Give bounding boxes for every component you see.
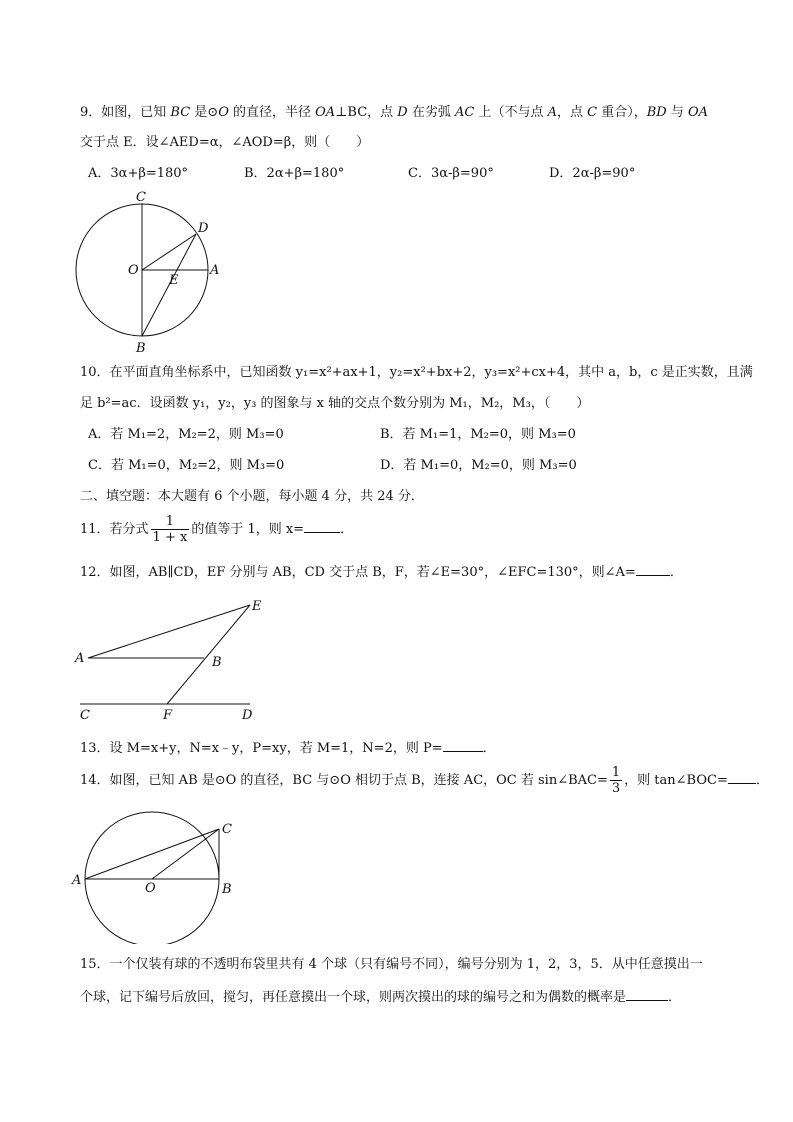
- q11-fraction: $\frac{1}{1 + x}$: [152, 514, 188, 545]
- q11-answer-blank[interactable]: [304, 518, 340, 533]
- q14-segment-oc: [152, 829, 219, 879]
- q14-answer-blank[interactable]: [728, 769, 756, 784]
- q12-label-a: A: [75, 651, 85, 666]
- q12-label-c: C: [80, 708, 90, 723]
- q10-option-a: A．若 M₁=2，M₂=2，则 M₃=0: [88, 427, 284, 442]
- q14-label-c: C: [222, 822, 232, 837]
- q12-answer-blank[interactable]: [636, 561, 670, 576]
- q9-figure: [70, 188, 230, 358]
- q14-label-b: B: [222, 882, 232, 897]
- q9-option-b: B．2α+β=180°: [244, 166, 345, 181]
- q14-label-a: A: [72, 873, 82, 888]
- q13-line: 13．设 M=x+y，N=x﹣y，P=xy，若 M=1，N=2，则 P= ．: [80, 737, 496, 759]
- q14-circle: [85, 812, 219, 944]
- q9-label-b: B: [136, 341, 146, 356]
- q15-line1: 15．一个仅装有球的不透明布袋里共有 4 个球（只有编号不同），编号分别为 1，2，3，5．从中任意摸出一: [80, 957, 703, 972]
- q10-line2: 足 b²=ac．设函数 y₁，y₂，y₃ 的图象与 x 轴的交点个数分别为 M₁，M₂，M₃，（ ）: [80, 396, 590, 411]
- q14-segment-ac: [85, 829, 219, 879]
- q12-label-d: D: [242, 708, 253, 723]
- q15-line2: 个球，记下编号后放回，搅匀，再任意摸出一个球，则两次摸出的球的编号之和为偶数的概率是 ．: [80, 986, 681, 1008]
- q12-line: 12．如图，AB∥CD，EF 分别与 AB，CD 交于点 B，F，若∠E=30°，∠EFC=130°，则∠A= ．: [80, 561, 683, 583]
- q11-line: 11．若分式 $\frac{1}{1 + x}$ 的值等于 1，则 x= ．: [80, 514, 354, 545]
- q9-line1: 9．如图，已知 BC 是⊙O 的直径，半径 OA⊥BC，点 D 在劣弧 AC 上（不与点 A，点 C 重合），BD 与 OA: [80, 105, 709, 120]
- q12-line-ae: [88, 605, 250, 658]
- section-2-heading: 二、填空题：本大题有 6 个小题，每小题 4 分，共 24 分．: [80, 489, 424, 504]
- q12-figure: [70, 592, 270, 724]
- q12-label-f: F: [163, 708, 173, 723]
- q10-line1: 10．在平面直角坐标系中，已知函数 y₁=x²+ax+1，y₂=x²+bx+2，y₃=x²+cx+4，其中 a，b，c 是正实数，且满: [80, 365, 753, 380]
- q9-label-a: A: [210, 263, 220, 278]
- q10-option-c: C．若 M₁=0，M₂=2，则 M₃=0: [88, 458, 285, 473]
- q12-line-ef: [167, 605, 250, 704]
- q9-label-c: C: [136, 190, 146, 205]
- q12-label-e: E: [252, 599, 262, 614]
- q9-option-c: C．3α-β=90°: [408, 166, 494, 181]
- q9-segment-od: [142, 234, 196, 270]
- q14-fraction: $\frac{1}{3}$: [611, 765, 621, 796]
- q12-label-b: B: [212, 655, 222, 670]
- q9-label-o: O: [128, 263, 139, 278]
- q9-label-d: D: [198, 221, 209, 236]
- q10-option-d: D．若 M₁=0，M₂=0，则 M₃=0: [380, 458, 577, 473]
- q14-line: 14．如图，已知 AB 是⊙O 的直径，BC 与⊙O 相切于点 B，连接 AC，OC 若 sin∠BAC= $\frac{1}{3}$ ，则 tan∠BOC= ．: [80, 765, 769, 796]
- q9-option-d: D．2α-β=90°: [549, 166, 636, 181]
- q9-label-e: E: [169, 273, 179, 288]
- q14-figure: [66, 810, 246, 944]
- q9-line2: 交于点 E．设∠AED=α，∠AOD=β，则（ ）: [80, 135, 370, 150]
- q13-answer-blank[interactable]: [443, 737, 483, 752]
- q14-label-o: O: [145, 881, 156, 896]
- q9-option-a: A．3α+β=180°: [88, 166, 189, 181]
- q15-answer-blank[interactable]: [626, 986, 668, 1001]
- q10-option-b: B．若 M₁=1，M₂=0，则 M₃=0: [380, 427, 576, 442]
